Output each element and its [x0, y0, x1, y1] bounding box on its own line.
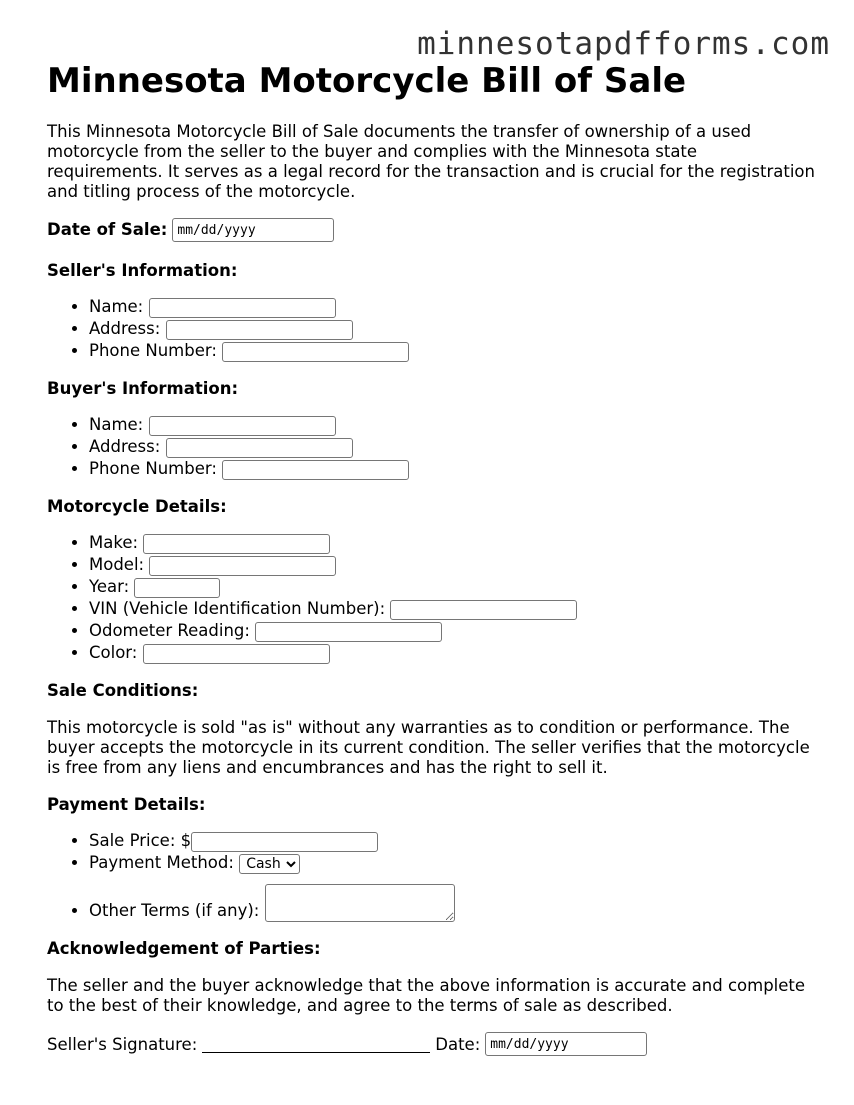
- vin-label: VIN (Vehicle Identification Number):: [89, 599, 386, 618]
- seller-name-input[interactable]: [149, 298, 336, 318]
- buyer-heading: Buyer's Information:: [47, 379, 239, 398]
- signature-date-label: Date:: [435, 1034, 481, 1054]
- sale-price-label: Sale Price: $: [89, 831, 192, 850]
- year-input[interactable]: [134, 578, 220, 598]
- acknowledgement-paragraph: The seller and the buyer acknowledge that the above information is accurate and complete to the best of their knowledge, and agree to the terms of sale as described.: [47, 976, 806, 1015]
- page-title: Minnesota Motorcycle Bill of Sale: [47, 61, 687, 101]
- seller-heading: Seller's Information:: [47, 261, 238, 280]
- buyer-name-input[interactable]: [149, 416, 336, 436]
- list-item: [89, 532, 817, 554]
- seller-signature-line[interactable]: [202, 1036, 430, 1053]
- conditions-paragraph: This motorcycle is sold "as is" without any warranties as to condition or performance. The buyer accepts the motorcycle in its current condition. The seller verifies that the motorcycle is free from any liens and encumbrances and has the right to sell it.: [47, 718, 810, 777]
- site-watermark: minnesotapdfforms.com: [417, 26, 830, 62]
- intro-paragraph: This Minnesota Motorcycle Bill of Sale documents the transfer of ownership of a used motorcycle from the seller to the buyer and complies with the Minnesota state requirements. It serves as a legal record for the transaction and is crucial for the registration and titling process of the motorcycle.: [47, 122, 815, 201]
- make-label: Make:: [89, 533, 139, 552]
- list-item: [89, 642, 817, 664]
- year-label: Year:: [89, 577, 130, 596]
- motorcycle-heading: Motorcycle Details:: [47, 497, 227, 516]
- other-terms-label: Other Terms (if any):: [89, 901, 260, 920]
- color-input[interactable]: [143, 644, 330, 664]
- model-label: Model:: [89, 555, 145, 574]
- seller-address-label: Address:: [89, 319, 161, 338]
- list-item: [89, 436, 817, 458]
- odometer-input[interactable]: [255, 622, 442, 642]
- date-of-sale-input[interactable]: mm/dd/yyyy: [172, 218, 334, 242]
- list-item: [89, 884, 817, 922]
- buyer-address-label: Address:: [89, 437, 161, 456]
- seller-phone-label: Phone Number:: [89, 341, 217, 360]
- buyer-phone-input[interactable]: [222, 460, 409, 480]
- sale-price-input[interactable]: [191, 832, 378, 852]
- date-of-sale-label: Date of Sale:: [47, 220, 168, 239]
- list-item: [89, 318, 817, 340]
- list-item: [89, 830, 817, 852]
- buyer-list: [47, 414, 817, 480]
- seller-signature-label: Seller's Signature:: [47, 1034, 198, 1054]
- signature-row: [47, 1032, 817, 1056]
- vin-input[interactable]: [390, 600, 577, 620]
- seller-phone-input[interactable]: [222, 342, 409, 362]
- motorcycle-list: [47, 532, 817, 664]
- list-item: [89, 458, 817, 480]
- buyer-phone-label: Phone Number:: [89, 459, 217, 478]
- seller-name-label: Name:: [89, 297, 144, 316]
- payment-heading: Payment Details:: [47, 795, 206, 814]
- conditions-heading: Sale Conditions:: [47, 681, 199, 700]
- list-item: [89, 554, 817, 576]
- date-of-sale-row: [47, 218, 817, 242]
- list-item: [89, 576, 817, 598]
- seller-address-input[interactable]: [166, 320, 353, 340]
- list-item: [89, 296, 817, 318]
- list-item: [89, 620, 817, 642]
- model-input[interactable]: [149, 556, 336, 576]
- make-input[interactable]: [143, 534, 330, 554]
- acknowledgement-heading: Acknowledgement of Parties:: [47, 939, 321, 958]
- list-item: [89, 598, 817, 620]
- color-label: Color:: [89, 643, 138, 662]
- odometer-label: Odometer Reading:: [89, 621, 250, 640]
- signature-date-input[interactable]: mm/dd/yyyy: [485, 1032, 647, 1056]
- payment-method-select[interactable]: [239, 854, 300, 874]
- list-item: [89, 414, 817, 436]
- buyer-address-input[interactable]: [166, 438, 353, 458]
- other-terms-textarea[interactable]: [265, 884, 455, 922]
- bill-of-sale-form: [47, 58, 817, 1056]
- buyer-name-label: Name:: [89, 415, 144, 434]
- payment-list: [47, 830, 817, 922]
- payment-method-label: Payment Method:: [89, 853, 234, 872]
- list-item: [89, 340, 817, 362]
- seller-list: [47, 296, 817, 362]
- list-item: [89, 852, 817, 874]
